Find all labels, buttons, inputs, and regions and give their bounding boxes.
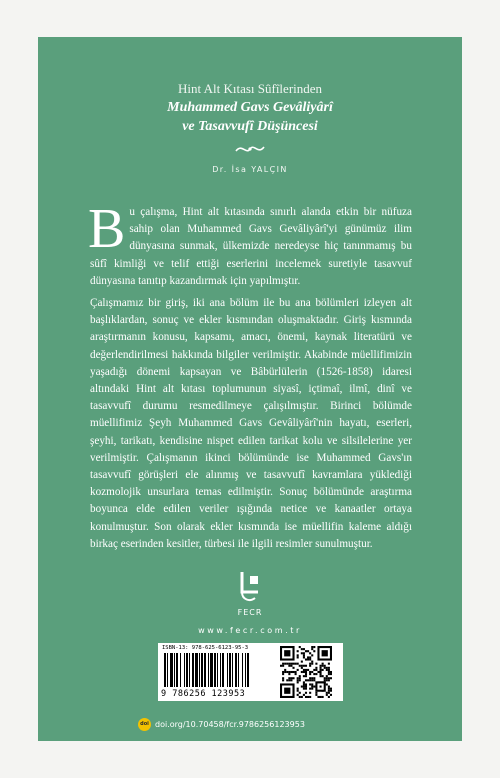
isbn-text: ISBN-13: 978-625-6123-95-3 xyxy=(162,645,249,651)
publisher-url: www.fecr.com.tr xyxy=(198,626,302,635)
fecr-logo-icon xyxy=(225,570,275,610)
ornament-icon xyxy=(234,141,266,157)
doi-badge-icon: doi xyxy=(138,718,151,731)
doi-line xyxy=(138,717,305,731)
qr-code-icon xyxy=(280,646,332,698)
title-line-1: Hint Alt Kıtası Sûfîlerinden xyxy=(177,81,323,96)
ean-digits: 9 786256 123953 xyxy=(161,689,246,699)
book-back-cover xyxy=(38,37,462,741)
title-line-2: Muhammed Gavs Gevâliyârî xyxy=(167,100,333,115)
author-name: Dr. İsa YALÇIN xyxy=(212,165,288,174)
blurb xyxy=(88,198,412,558)
title-line-3: ve Tasavvufî Düşüncesi xyxy=(182,119,318,134)
publisher-logo-text: FECR xyxy=(237,608,263,617)
doi-text: doi.org/10.70458/fcr.9786256123953 xyxy=(155,719,305,729)
barcode-block xyxy=(158,643,343,701)
blurb-paragraph-1 xyxy=(88,198,412,290)
drop-cap: B xyxy=(88,198,126,260)
blurb-paragraph-2: Çalışmamız bir giriş, iki ana bölüm ile bu ana bölümleri izleyen alt başlıklardan, sonuç ve ekler kısmından oluşmaktadır. Giriş kısmında araştırmanın konusu, kapsamı, amacı, önemi, kaynak literatürü ve değerlendirilmesi hakkında bilgiler verilmiştir. Akabinde müellifimizin yaşadığı dönemi kapsayan ve Bâbürlülerin (1526-1858) idaresi altındaki Hint alt kıtası toplumunun siyasî, içtimaî, ilmî, dinî ve tasavvufî durumu resmedilmeye çalışılmıştır. Birinci bölümde müellifimiz Şeyh Muhammed Gavs Gevâliyârî'nin hayatı, eserleri, şeyhi, tarikatı, kendisine nispet edilen tarikat kolu ve silsilelerine yer verilmiştir. Çalışmanın ikinci bölümünde ise Muhammed Gavs'ın tasavvufî görüşleri ele alınmış ve tasavvufî kavramlara yüklediği kozmolojik unsurlara temas edilmiştir. Sonuç bölümünde araştırma boyunca elde edilen veriler ışığında netice ve kanaatler ortaya konulmuştur. Son olarak ekler kısmında ise müellifin kaleme aldığı birkaç eserinden kesitler, türbesi ile ilgili resimler sunulmuştur. xyxy=(90,297,412,550)
barcode-icon xyxy=(162,653,272,689)
paragraph-1-text: u çalışma, Hint alt kıtasında sınırlı alanda etkin bir nüfuza sahip olan Muhammed Gavs Gevâliyârî'yi günümüz ilim dünyasına sunmak, ülkemizde neredeyse hiç tanınmamış bu sûfî kimliği ve telif ettiği eserlerini incelemek suretiyle tasavvuf dünyasına tanıtıp kazandırmak için yapılmıştır. xyxy=(90,206,412,287)
